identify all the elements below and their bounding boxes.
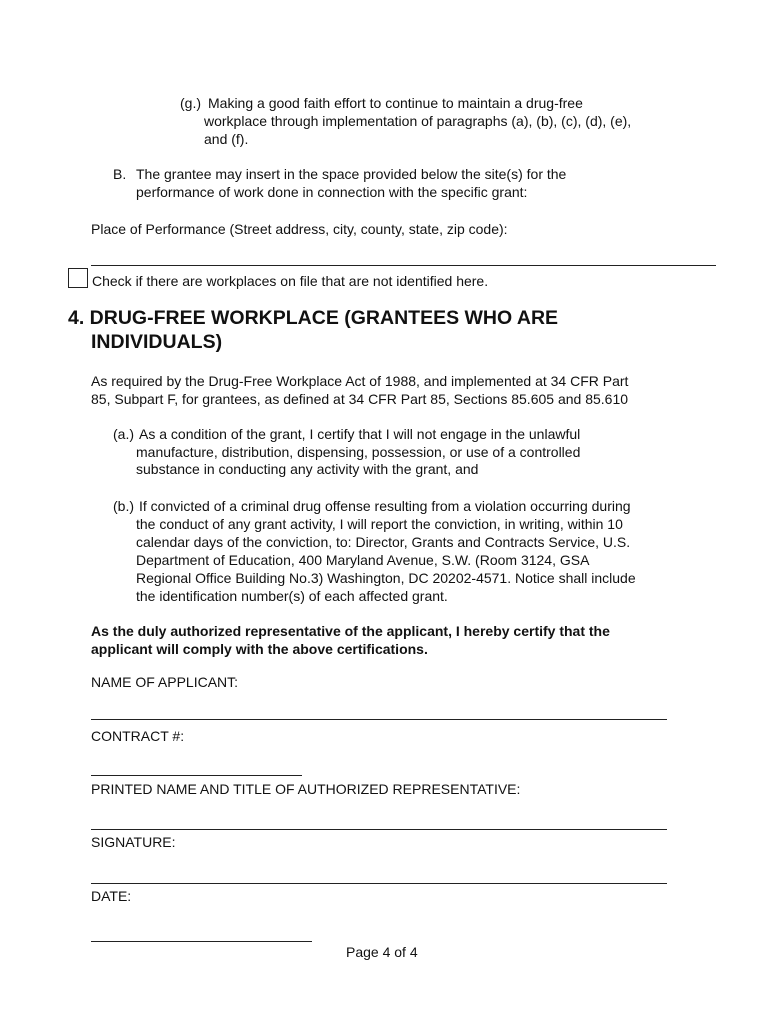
date-field-line[interactable] — [91, 941, 312, 942]
item-a-line-3: substance in conducting any activity with the grant, and — [136, 461, 479, 477]
item-B-marker: B. — [113, 166, 127, 182]
item-g-line-3: and (f). — [204, 131, 249, 147]
workplaces-on-file-checkbox-label: Check if there are workplaces on file that are not identified here. — [92, 273, 489, 289]
item-b-line-6: the identification number(s) of each affected grant. — [136, 588, 448, 604]
item-B-line-1: The grantee may insert in the space provided below the site(s) for the — [136, 166, 567, 182]
item-b-line-3: calendar days of the conviction, to: Director, Grants and Contracts Service, U.S. — [136, 534, 631, 550]
signature-field-line[interactable] — [91, 883, 667, 884]
certification-statement-line-1: As the duly authorized representative of the applicant, I hereby certify that the — [91, 623, 610, 639]
place-of-performance-label: Place of Performance (Street address, city, county, state, zip code): — [91, 221, 508, 237]
contract-number-label: CONTRACT #: — [91, 728, 185, 744]
page-number: Page 4 of 4 — [346, 944, 418, 960]
section-4-heading-line-1: 4. DRUG-FREE WORKPLACE (GRANTEES WHO ARE — [68, 307, 559, 329]
section-4-intro-line-1: As required by the Drug-Free Workplace Act of 1988, and implemented at 34 CFR Part — [91, 373, 629, 389]
signature-label: SIGNATURE: — [91, 834, 176, 850]
name-of-applicant-field-line[interactable] — [91, 719, 667, 720]
item-g-line-1: Making a good faith effort to continue to maintain a drug-free — [208, 95, 583, 111]
name-of-applicant-label: NAME OF APPLICANT: — [91, 674, 239, 690]
place-of-performance-field-line[interactable] — [91, 265, 716, 266]
item-g-marker: (g.) — [180, 95, 201, 111]
date-label: DATE: — [91, 888, 132, 904]
item-a-marker: (a.) — [113, 426, 134, 442]
item-b-line-5: Regional Office Building No.3) Washington, DC 20202-4571. Notice shall include — [136, 570, 636, 586]
item-b-line-4: Department of Education, 400 Maryland Avenue, S.W. (Room 3124, GSA — [136, 552, 590, 568]
section-4-intro-line-2: 85, Subpart F, for grantees, as defined at 34 CFR Part 85, Sections 85.605 and 85.610 — [91, 391, 629, 407]
workplaces-on-file-checkbox[interactable] — [68, 268, 88, 288]
printed-name-title-field-line[interactable] — [91, 829, 667, 830]
contract-number-field-line[interactable] — [91, 775, 302, 776]
item-a-line-1: As a condition of the grant, I certify that I will not engage in the unlawful — [139, 426, 581, 442]
item-b-line-2: the conduct of any grant activity, I will report the conviction, in writing, within 10 — [136, 516, 623, 532]
section-4-heading-line-2: INDIVIDUALS) — [91, 331, 223, 353]
certification-statement-line-2: applicant will comply with the above certifications. — [91, 641, 428, 657]
item-a-line-2: manufacture, distribution, dispensing, possession, or use of a controlled — [136, 444, 581, 460]
item-g-line-2: workplace through implementation of paragraphs (a), (b), (c), (d), (e), — [204, 113, 632, 129]
printed-name-title-label: PRINTED NAME AND TITLE OF AUTHORIZED REPRESENTATIVE: — [91, 781, 521, 797]
item-B-line-2: performance of work done in connection with the specific grant: — [136, 184, 528, 200]
item-b-marker: (b.) — [113, 498, 134, 514]
item-b-line-1: If convicted of a criminal drug offense resulting from a violation occurring during — [139, 498, 631, 514]
